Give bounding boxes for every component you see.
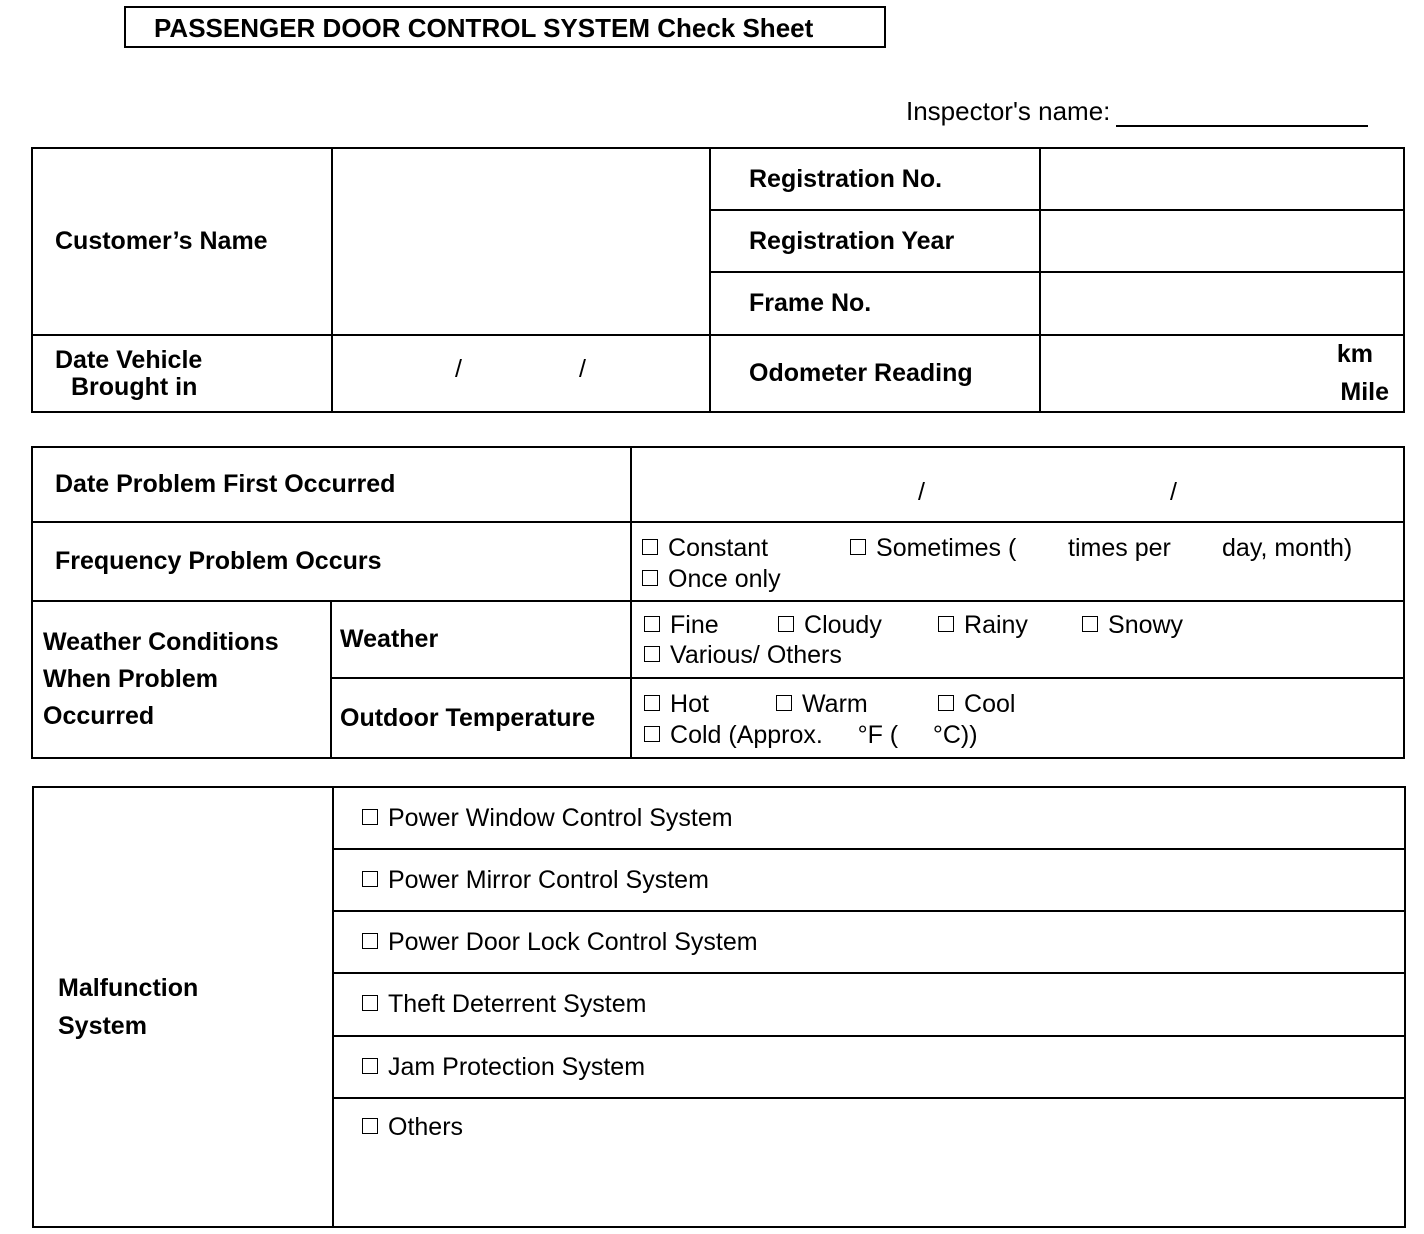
inspector-label: Inspector's name: bbox=[906, 96, 1111, 126]
temperature-option-warm[interactable]: Warm bbox=[776, 690, 868, 719]
weather-conditions-line2: When Problem bbox=[43, 665, 219, 693]
checkbox[interactable] bbox=[362, 933, 378, 949]
checkbox[interactable] bbox=[362, 1118, 378, 1134]
date-slash: / bbox=[579, 354, 586, 383]
odometer-field[interactable] bbox=[1040, 335, 1404, 412]
temperature-options bbox=[631, 678, 1404, 758]
customer-name-label: Customer’s Name bbox=[32, 148, 332, 335]
frequency-option-sometimes[interactable]: Sometimes ( bbox=[850, 534, 1016, 563]
frequency-day-month: day, month) bbox=[1222, 534, 1353, 562]
inspector-name-line[interactable] bbox=[1116, 97, 1368, 127]
registration-no-field[interactable] bbox=[1040, 148, 1404, 210]
temperature-option-hot[interactable]: Hot bbox=[644, 690, 709, 719]
vehicle-info-table bbox=[31, 147, 1405, 413]
inspector-field[interactable] bbox=[906, 96, 1368, 127]
date-brought-label-line1: Date Vehicle bbox=[55, 345, 203, 374]
frame-no-field[interactable] bbox=[1040, 272, 1404, 335]
malfunction-option-theft-deterrent[interactable]: Theft Deterrent System bbox=[333, 973, 1405, 1036]
weather-option-snowy[interactable]: Snowy bbox=[1082, 611, 1183, 640]
checkbox[interactable] bbox=[938, 616, 954, 632]
registration-year-label: Registration Year bbox=[710, 210, 1040, 272]
frame-no-label: Frame No. bbox=[710, 272, 1040, 335]
weather-conditions-line3: Occurred bbox=[43, 702, 155, 730]
weather-option-rainy[interactable]: Rainy bbox=[938, 611, 1028, 640]
weather-label: Weather bbox=[331, 601, 631, 678]
weather-option-various[interactable]: Various/ Others bbox=[644, 641, 842, 670]
checkbox[interactable] bbox=[644, 616, 660, 632]
checkbox[interactable] bbox=[642, 570, 658, 586]
page-title: PASSENGER DOOR CONTROL SYSTEM Check Sheet bbox=[124, 6, 886, 48]
malfunction-option-power-mirror[interactable]: Power Mirror Control System bbox=[333, 849, 1405, 911]
checkbox[interactable] bbox=[938, 695, 954, 711]
malfunction-system-label bbox=[33, 787, 333, 1227]
odometer-label: Odometer Reading bbox=[710, 335, 1040, 412]
problem-conditions-table bbox=[31, 446, 1405, 759]
checkbox[interactable] bbox=[644, 695, 660, 711]
weather-options bbox=[631, 601, 1404, 678]
malfunction-option-jam-protection[interactable]: Jam Protection System bbox=[333, 1036, 1405, 1098]
date-slash: / bbox=[918, 477, 925, 506]
temperature-option-cold[interactable]: Cold (Approx. °F ( °C)) bbox=[644, 721, 978, 750]
registration-no-label: Registration No. bbox=[710, 148, 1040, 210]
checkbox[interactable] bbox=[642, 539, 658, 555]
checkbox[interactable] bbox=[778, 616, 794, 632]
date-brought-field[interactable] bbox=[332, 335, 710, 412]
temperature-option-cool[interactable]: Cool bbox=[938, 690, 1015, 719]
frequency-option-once-only[interactable]: Once only bbox=[642, 565, 781, 594]
customer-name-field[interactable] bbox=[332, 148, 710, 335]
date-slash: / bbox=[1170, 477, 1177, 506]
checkbox[interactable] bbox=[362, 871, 378, 887]
date-brought-label-line2: Brought in bbox=[71, 372, 198, 401]
checkbox[interactable] bbox=[362, 809, 378, 825]
malfunction-system-table bbox=[32, 786, 1406, 1228]
checkbox[interactable] bbox=[850, 539, 866, 555]
weather-option-fine[interactable]: Fine bbox=[644, 611, 719, 640]
malfunction-label-line2: System bbox=[58, 1012, 147, 1040]
date-first-occurred-label: Date Problem First Occurred bbox=[32, 447, 631, 522]
date-first-occurred-field[interactable] bbox=[631, 447, 1404, 522]
registration-year-field[interactable] bbox=[1040, 210, 1404, 272]
malfunction-label-line1: Malfunction bbox=[58, 974, 199, 1002]
checkbox[interactable] bbox=[776, 695, 792, 711]
frequency-options bbox=[631, 522, 1404, 601]
malfunction-option-others[interactable]: Others bbox=[333, 1098, 1405, 1227]
malfunction-option-power-door-lock[interactable]: Power Door Lock Control System bbox=[333, 911, 1405, 973]
checkbox[interactable] bbox=[644, 646, 660, 662]
odometer-unit-mile: Mile bbox=[1340, 377, 1389, 406]
date-slash: / bbox=[455, 354, 462, 383]
outdoor-temperature-label: Outdoor Temperature bbox=[331, 678, 631, 758]
checkbox[interactable] bbox=[644, 726, 660, 742]
malfunction-option-power-window[interactable]: Power Window Control System bbox=[333, 787, 1405, 849]
checkbox[interactable] bbox=[362, 1058, 378, 1074]
frequency-label: Frequency Problem Occurs bbox=[32, 522, 631, 601]
checkbox[interactable] bbox=[1082, 616, 1098, 632]
weather-conditions-label bbox=[32, 601, 331, 758]
weather-option-cloudy[interactable]: Cloudy bbox=[778, 611, 882, 640]
frequency-times-per: times per bbox=[1068, 534, 1171, 562]
checkbox[interactable] bbox=[362, 995, 378, 1011]
weather-conditions-line1: Weather Conditions bbox=[43, 628, 279, 656]
frequency-option-constant[interactable]: Constant bbox=[642, 534, 768, 563]
date-brought-label bbox=[32, 335, 332, 412]
odometer-unit-km: km bbox=[1336, 339, 1373, 368]
